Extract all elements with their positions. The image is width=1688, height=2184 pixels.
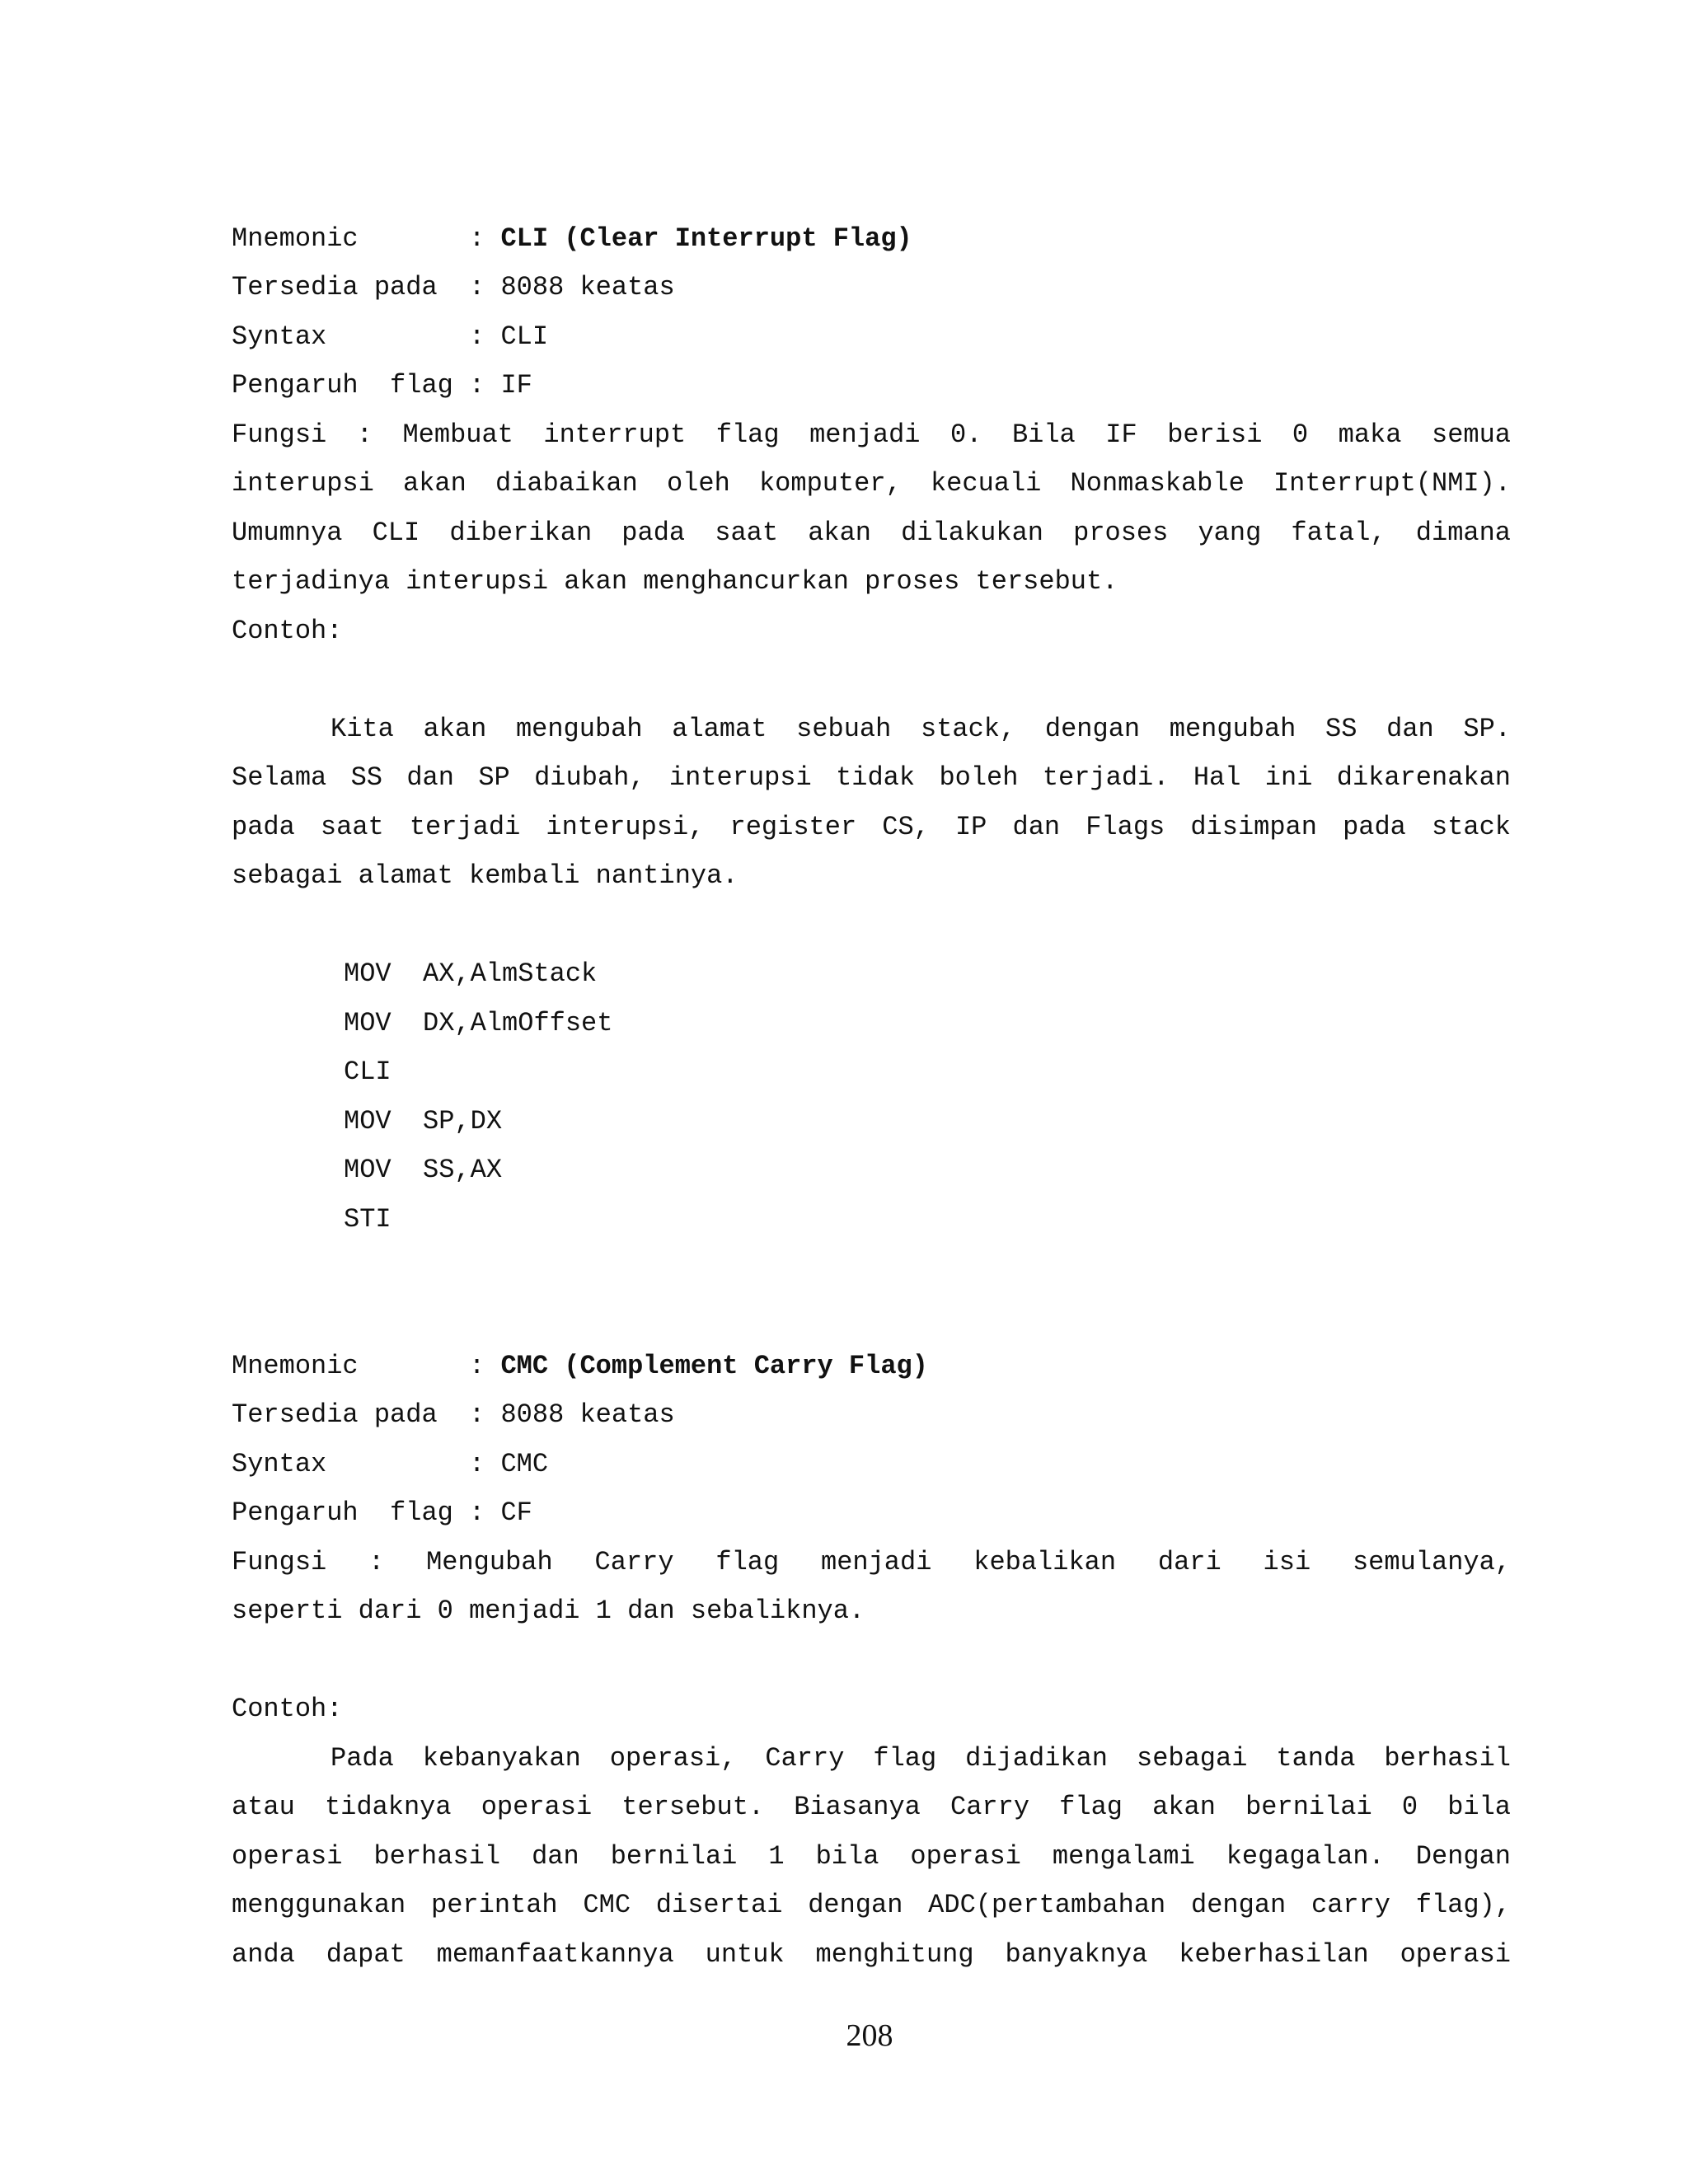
cmc-contoh-label: Contoh: — [232, 1694, 343, 1724]
cmc-paragraph-line-3: operasi berhasil dan bernilai 1 bila operasi mengalami kegagalan. Dengan — [232, 1841, 1511, 1872]
cli-fungsi-line-4: terjadinya interupsi akan menghancurkan proses tersebut. — [232, 566, 1118, 597]
cli-code-line-4: MOV SP,DX — [344, 1106, 503, 1137]
cli-code-line-3: CLI — [344, 1057, 392, 1087]
cli-mnemonic-line — [232, 223, 912, 255]
cli-mnemonic-label: Mnemonic : — [232, 223, 501, 254]
cli-pengaruh-flag: Pengaruh flag : IF — [232, 370, 532, 401]
cli-contoh-label: Contoh: — [232, 616, 343, 646]
cli-fungsi-line-1: Fungsi : Membuat interrupt flag menjadi 0. Bila IF berisi 0 maka semua — [232, 419, 1511, 450]
cmc-fungsi-line-1: Fungsi : Mengubah Carry flag menjadi kebalikan dari isi semulanya, — [232, 1547, 1511, 1577]
cli-tersedia: Tersedia pada : 8088 keatas — [232, 272, 675, 302]
cli-paragraph-line-3: pada saat terjadi interupsi, register CS, IP dan Flags disimpan pada stack — [232, 812, 1511, 842]
cmc-mnemonic-value: CMC (Complement Carry Flag) — [500, 1351, 928, 1381]
page-number: 208 — [846, 2018, 893, 2053]
cli-mnemonic-value: CLI (Clear Interrupt Flag) — [500, 223, 912, 254]
cli-code-line-5: MOV SS,AX — [344, 1155, 503, 1185]
cmc-syntax: Syntax : CMC — [232, 1449, 549, 1479]
cli-code-line-1: MOV AX,AlmStack — [344, 958, 598, 989]
cmc-fungsi-line-2: seperti dari 0 menjadi 1 dan sebaliknya. — [232, 1596, 865, 1626]
cli-code-line-2: MOV DX,AlmOffset — [344, 1008, 613, 1038]
cli-paragraph-line-1: Kita akan mengubah alamat sebuah stack, dengan mengubah SS dan SP. — [331, 714, 1511, 744]
cmc-paragraph-line-1: Pada kebanyakan operasi, Carry flag dijadikan sebagai tanda berhasil — [331, 1743, 1511, 1774]
cmc-paragraph-line-5: anda dapat memanfaatkannya untuk menghitung banyaknya keberhasilan operasi — [232, 1939, 1511, 1970]
cli-syntax: Syntax : CLI — [232, 321, 549, 352]
cmc-tersedia: Tersedia pada : 8088 keatas — [232, 1399, 675, 1430]
cli-fungsi-line-2: interupsi akan diabaikan oleh komputer, kecuali Nonmaskable Interrupt(NMI). — [232, 468, 1511, 499]
cli-paragraph-line-2: Selama SS dan SP diubah, interupsi tidak boleh terjadi. Hal ini dikarenakan — [232, 762, 1511, 793]
cmc-pengaruh-flag: Pengaruh flag : CF — [232, 1497, 532, 1528]
cli-paragraph-line-4: sebagai alamat kembali nantinya. — [232, 860, 738, 891]
cmc-paragraph-line-4: menggunakan perintah CMC disertai dengan ADC(pertambahan dengan carry flag), — [232, 1890, 1511, 1920]
cmc-paragraph-line-2: atau tidaknya operasi tersebut. Biasanya Carry flag akan bernilai 0 bila — [232, 1792, 1511, 1822]
cmc-mnemonic-line — [232, 1350, 928, 1383]
cli-fungsi-line-3: Umumnya CLI diberikan pada saat akan dilakukan proses yang fatal, dimana — [232, 518, 1511, 548]
cli-code-line-6: STI — [344, 1204, 392, 1235]
cmc-mnemonic-label: Mnemonic : — [232, 1351, 501, 1381]
